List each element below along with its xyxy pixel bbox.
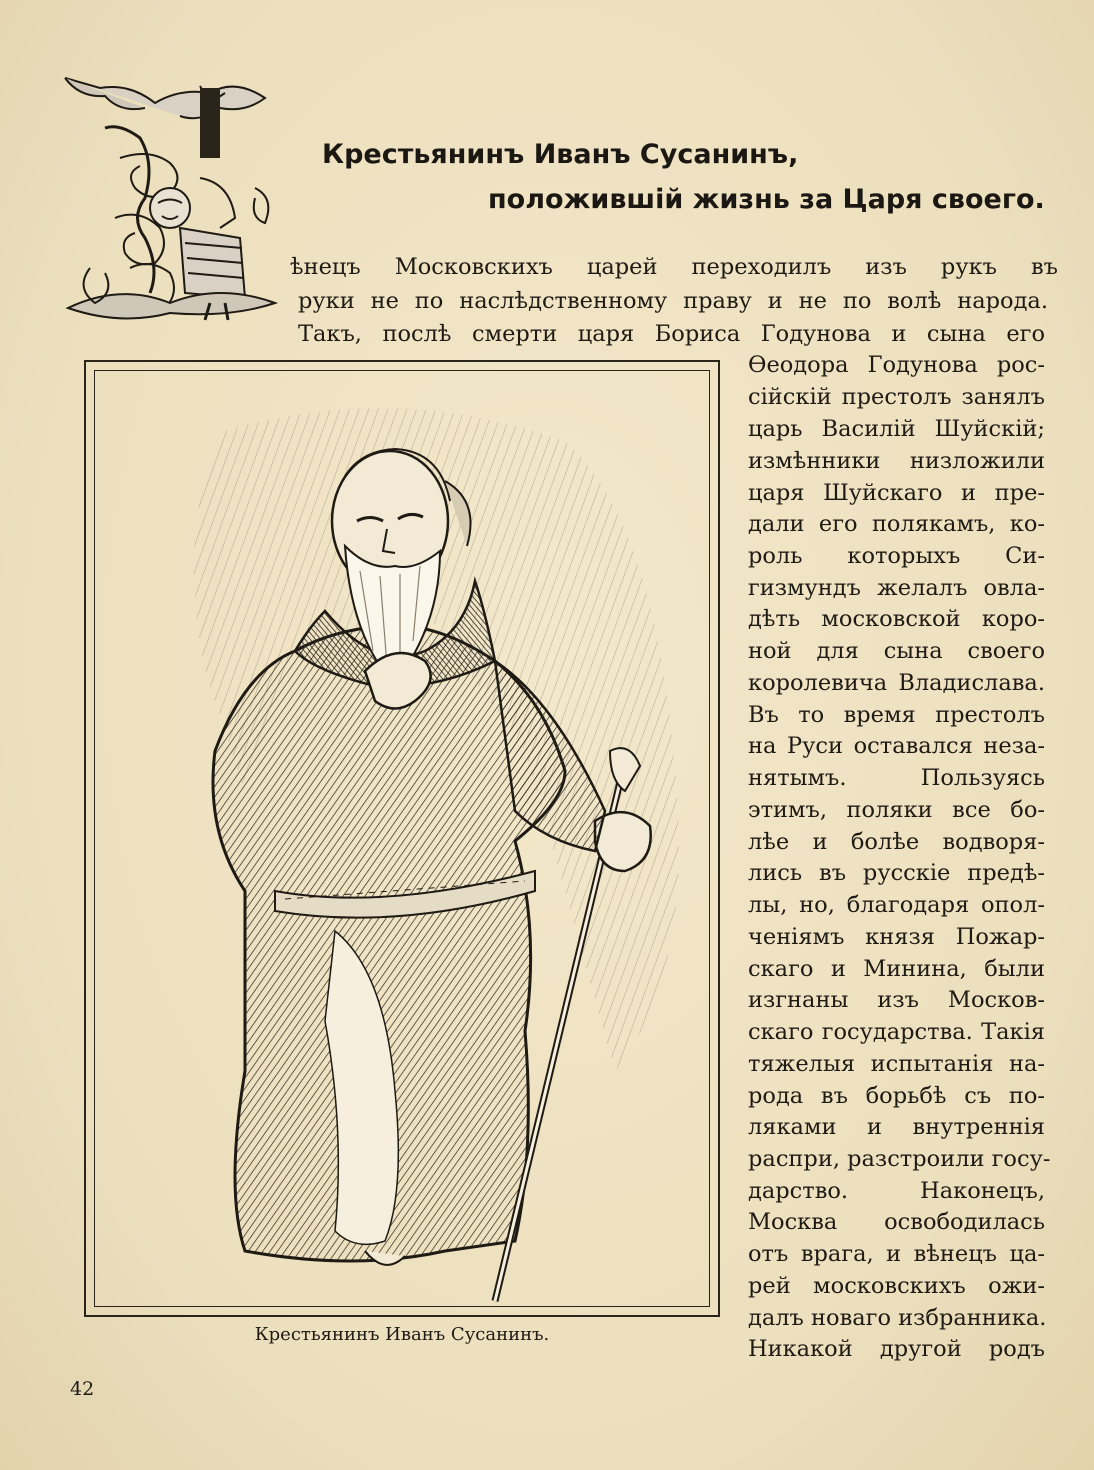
body-line: королевича Владислава. bbox=[748, 670, 1045, 696]
body-line: лы, но, благодаря опол- bbox=[748, 892, 1045, 918]
body-line: отъ врага, и вѣнецъ ца- bbox=[748, 1241, 1045, 1267]
body-line: нятымъ. Пользуясь bbox=[748, 765, 1045, 791]
body-line: лись въ русскіе предѣ- bbox=[748, 860, 1045, 886]
illustration-caption: Крестьянинъ Иванъ Сусанинъ. bbox=[254, 1324, 550, 1345]
body-line: далъ новаго избранника. bbox=[748, 1305, 1047, 1331]
heading-line-1: Крестьянинъ Иванъ Сусанинъ, bbox=[322, 139, 799, 170]
body-line: рей московскихъ ожи- bbox=[748, 1273, 1045, 1299]
body-line: дѣть московской коро- bbox=[748, 606, 1045, 632]
body-line: Въ то время престолъ bbox=[748, 702, 1045, 728]
illustration-frame bbox=[84, 360, 720, 1317]
body-line: ченіямъ князя Пожар- bbox=[748, 924, 1045, 950]
page-number: 42 bbox=[70, 1378, 95, 1400]
ornamental-drop-cap-icon bbox=[60, 68, 285, 326]
body-line: сійскій престолъ занялъ bbox=[748, 384, 1045, 410]
body-line: ной для сына своего bbox=[748, 638, 1045, 664]
body-line: Москва освободилась bbox=[748, 1209, 1045, 1235]
body-line: гизмундъ желалъ овла- bbox=[748, 575, 1045, 601]
body-line: Такъ, послѣ смерти царя Бориса Годунова и сына его bbox=[298, 321, 1045, 347]
body-line: дарство. Наконецъ, bbox=[748, 1178, 1045, 1204]
body-line: рода въ борьбѣ съ по- bbox=[748, 1083, 1045, 1109]
body-line: тяжелыя испытанія на- bbox=[748, 1051, 1045, 1077]
heading-line-2: положившій жизнь за Царя своего. bbox=[488, 184, 1045, 215]
body-line: дали его полякамъ, ко- bbox=[748, 511, 1045, 537]
body-line: Ѳеодора Годунова рос- bbox=[748, 352, 1045, 378]
body-line: руки не по наслѣдственному праву и не по волѣ народа. bbox=[298, 288, 1048, 314]
body-line: роль которыхъ Си- bbox=[748, 543, 1045, 569]
engraving-illustration bbox=[95, 371, 710, 1307]
body-line: Никакой другой родъ bbox=[748, 1336, 1045, 1362]
body-line: царя Шуйскаго и пре- bbox=[748, 480, 1045, 506]
body-line: изгнаны изъ Москов- bbox=[748, 987, 1045, 1013]
body-line: ѣнецъ Московскихъ царей переходилъ изъ рукъ въ bbox=[290, 254, 1058, 280]
body-line: этимъ, поляки все бо- bbox=[748, 797, 1045, 823]
body-line: на Руси оставался неза- bbox=[748, 733, 1045, 759]
body-line: распри, разстроили госу- bbox=[748, 1146, 1051, 1172]
body-line: скаго государства. Такія bbox=[748, 1019, 1045, 1045]
body-line: царь Василій Шуйскій; bbox=[748, 416, 1045, 442]
illustration-inner-frame bbox=[94, 370, 710, 1307]
body-line: лѣе и болѣе водворя- bbox=[748, 829, 1045, 855]
body-line: ляками и внутреннія bbox=[748, 1114, 1045, 1140]
body-line: измѣнники низложили bbox=[748, 448, 1045, 474]
body-line: скаго и Минина, были bbox=[748, 956, 1045, 982]
